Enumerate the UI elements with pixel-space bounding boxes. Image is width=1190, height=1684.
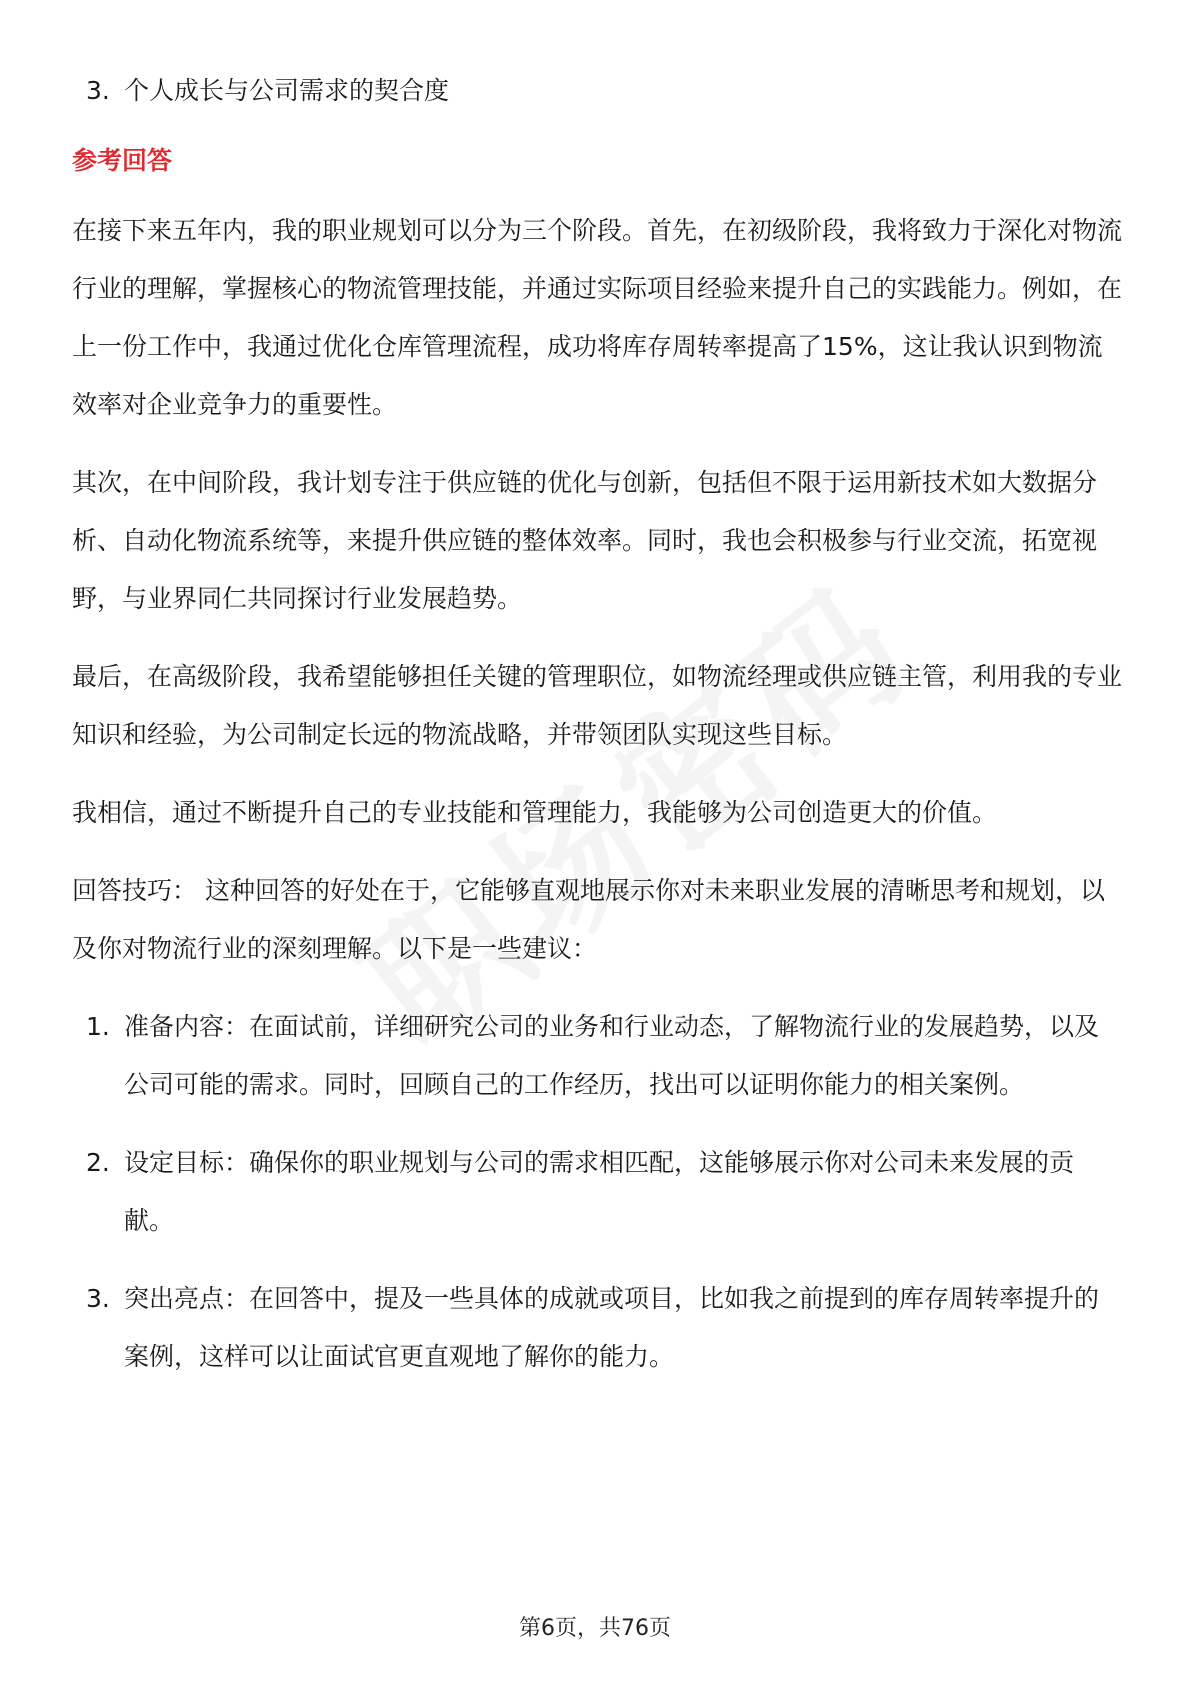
page-footer: 第6页，共76页 bbox=[519, 1616, 671, 1641]
list-text: 突出亮点：在回答中，提及一些具体的成就或项目，比如我之前提到的库存周转率提升的案例，这样可以让面试官更直观地了解你的能力。 bbox=[124, 1284, 1100, 1371]
list-number: 1. bbox=[86, 1012, 110, 1041]
list-item bbox=[86, 1270, 1122, 1386]
paragraph-1: 在接下来五年内，我的职业规划可以分为三个阶段。首先，在初级阶段，我将致力于深化对物流行业的理解，掌握核心的物流管理技能，并通过实际项目经验来提升自己的实践能力。例如，在上一份工作中，我通过优化仓库管理流程，成功将库存周转率提高了15%，这让我认识到物流效率对企业竞争力的重要性。 bbox=[72, 216, 1123, 419]
list-number: 3. bbox=[86, 1284, 110, 1313]
list-number: 2. bbox=[86, 1148, 110, 1177]
list-text: 准备内容：在面试前，详细研究公司的业务和行业动态，了解物流行业的发展趋势，以及公司可能的需求。同时，回顾自己的工作经历，找出可以证明你能力的相关案例。 bbox=[124, 1012, 1100, 1099]
paragraph-tips-intro: 回答技巧： 这种回答的好处在于，它能够直观地展示你对未来职业发展的清晰思考和规划，以及你对物流行业的深刻理解。以下是一些建议： bbox=[72, 876, 1105, 963]
paragraph-4: 我相信，通过不断提升自己的专业技能和管理能力，我能够为公司创造更大的价值。 bbox=[72, 798, 998, 827]
section-heading: 参考回答 bbox=[72, 146, 173, 175]
paragraph-2: 其次，在中间阶段，我计划专注于供应链的优化与创新，包括但不限于运用新技术如大数据分析、自动化物流系统等，来提升供应链的整体效率。同时，我也会积极参与行业交流，拓宽视野，与业界同仁共同探讨行业发展趋势。 bbox=[72, 468, 1098, 613]
list-item bbox=[86, 998, 1122, 1114]
list-item bbox=[86, 62, 1122, 120]
list-text: 个人成长与公司需求的契合度 bbox=[124, 76, 450, 105]
list-item bbox=[86, 1134, 1122, 1250]
document-body bbox=[72, 62, 1122, 1406]
list-text: 设定目标：确保你的职业规划与公司的需求相匹配，这能够展示你对公司未来发展的贡献。 bbox=[124, 1148, 1075, 1235]
paragraph-3: 最后，在高级阶段，我希望能够担任关键的管理职位，如物流经理或供应链主管，利用我的专业知识和经验，为公司制定长远的物流战略，并带领团队实现这些目标。 bbox=[72, 662, 1123, 749]
list-number: 3. bbox=[86, 76, 110, 105]
